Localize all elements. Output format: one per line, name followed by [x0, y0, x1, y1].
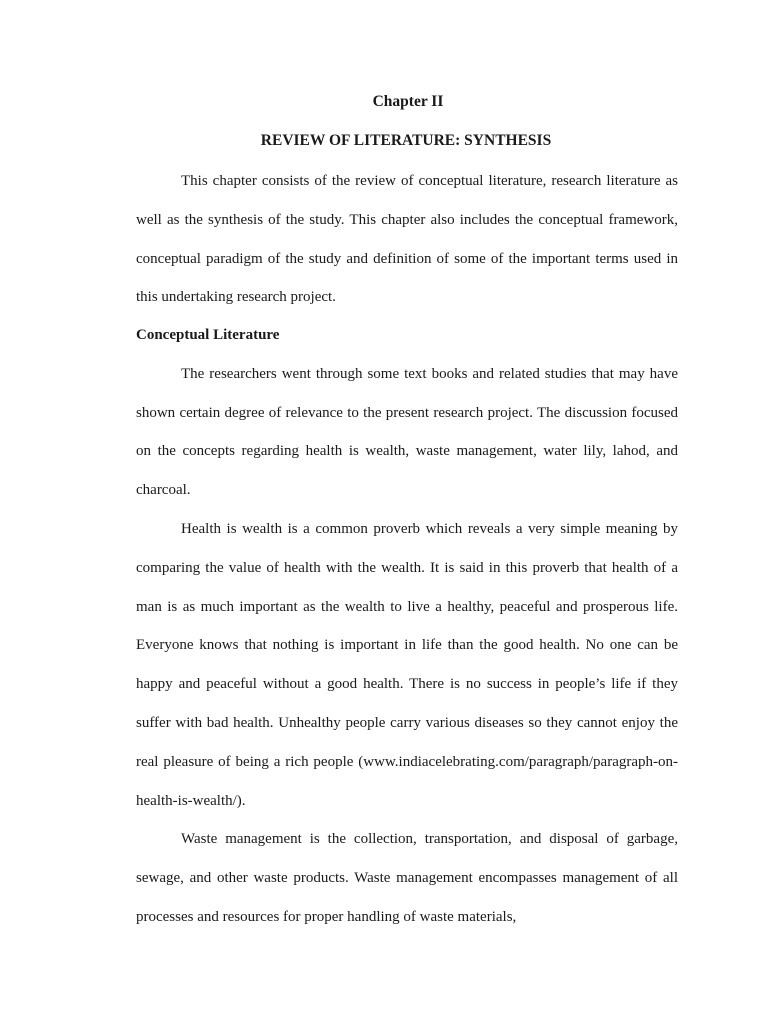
- intro-block: [136, 162, 678, 317]
- paragraph-waste-management: Waste management is the collection, transportation, and disposal of garbage, sewage, and other waste products. Waste management encompasses management of all processes and resources for proper handling of waste materials,: [136, 831, 678, 925]
- paragraph-health-is-wealth: Health is wealth is a common proverb which reveals a very simple meaning by comparing the value of health with the wealth. It is said in this proverb that health of a man is as much important as the wealth to live a healthy, peaceful and prosperous life. Everyone knows that nothing is important in life than the good health. No one can be happy and peaceful without a good health. There is no success in people’s life if they suffer with bad health. Unhealthy people carry various diseases so they cannot enjoy the real pleasure of being a rich people (www.indiacelebrating.com/paragraph/paragraph-on-health-is-wealth/).: [136, 520, 678, 809]
- paragraph-researchers: The researchers went through some text books and related studies that may have shown certain degree of relevance to the present research project. The discussion focused on the concepts regarding health is wealth, waste management, water lily, lahod, and charcoal.: [136, 365, 678, 499]
- conceptual-literature-section: [136, 316, 678, 937]
- chapter-title: REVIEW OF LITERATURE: SYNTHESIS: [260, 132, 552, 149]
- chapter-label: Chapter II: [372, 93, 444, 110]
- section-heading: Conceptual Literature: [136, 327, 280, 343]
- intro-paragraph: This chapter consists of the review of conceptual literature, research literature as well as the synthesis of the study. This chapter also includes the conceptual framework, conceptual paradigm of the study and definition of some of the important terms used in this undertaking research project.: [136, 173, 678, 306]
